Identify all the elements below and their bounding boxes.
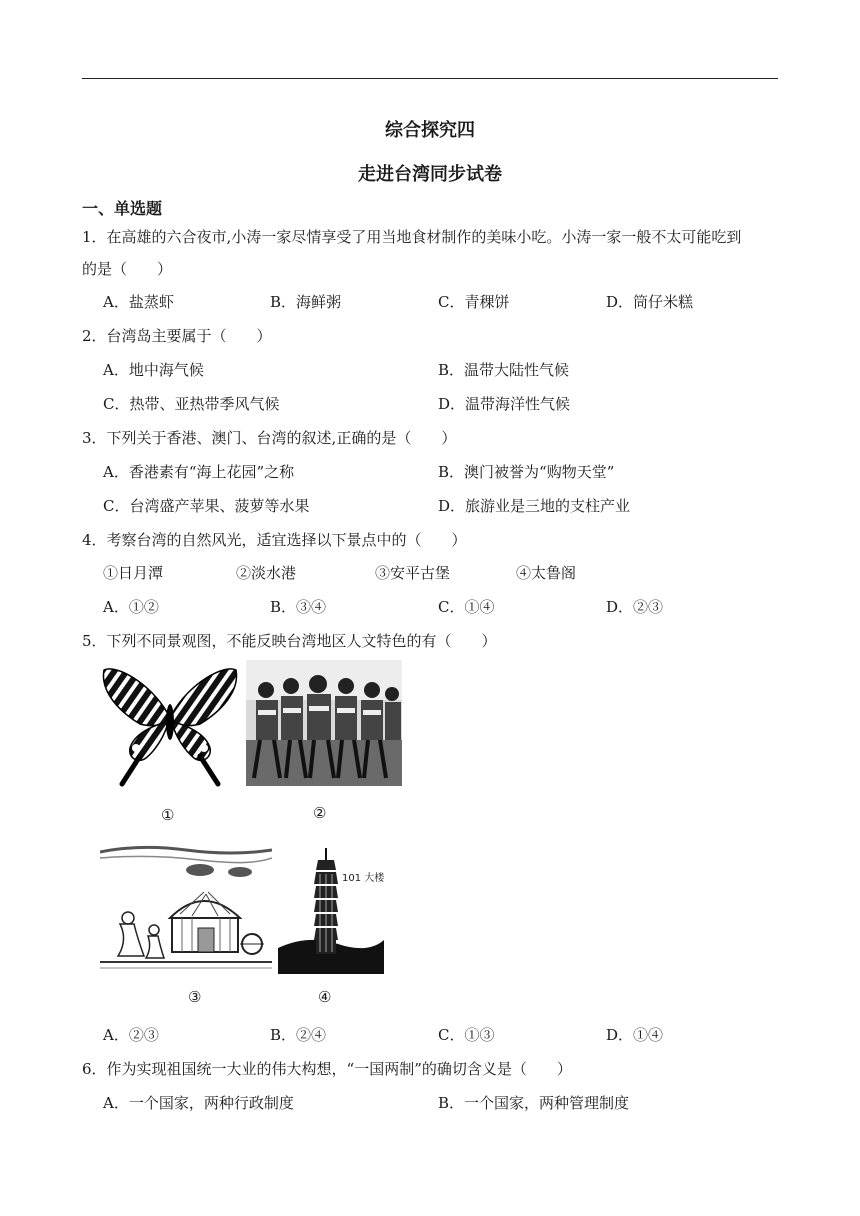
q5-option-d: D．①④ bbox=[606, 1026, 664, 1044]
page-subtitle: 走进台湾同步试卷 bbox=[358, 164, 502, 185]
q4-option-b: B．③④ bbox=[270, 598, 327, 616]
q2-option-c: C．热带、亚热带季风气候 bbox=[103, 395, 280, 413]
q1-stem-line2: 的是（ ） bbox=[82, 260, 173, 278]
q6-option-a: A．一个国家，两种行政制度 bbox=[103, 1094, 294, 1112]
top-rule bbox=[82, 78, 778, 79]
q2-option-d: D．温带海洋性气候 bbox=[438, 395, 571, 413]
q4-stem: 4．考察台湾的自然风光，适宜选择以下景点中的（ ） bbox=[82, 531, 467, 549]
q4-option-c: C．①④ bbox=[438, 598, 495, 616]
q3-stem: 3．下列关于香港、澳门、台湾的叙述,正确的是（ ） bbox=[82, 429, 457, 447]
figure-caption-4: ④ bbox=[318, 988, 332, 1006]
q4-option-d: D．②③ bbox=[606, 598, 664, 616]
q5-stem: 5．下列不同景观图，不能反映台湾地区人文特色的有（ ） bbox=[82, 632, 497, 650]
figure-caption-3: ③ bbox=[188, 988, 202, 1006]
page-title: 综合探究四 bbox=[385, 120, 475, 141]
q2-option-b: B．温带大陆性气候 bbox=[438, 361, 570, 379]
q1-option-d: D．筒仔米糕 bbox=[606, 293, 694, 311]
figure-caption-2: ② bbox=[313, 804, 327, 822]
q1-option-a: A．盐蒸虾 bbox=[103, 293, 174, 311]
q2-stem: 2．台湾岛主要属于（ ） bbox=[82, 327, 272, 345]
q4-item-1: ①日月潭 bbox=[103, 564, 164, 582]
q6-option-b: B．一个国家，两种管理制度 bbox=[438, 1094, 630, 1112]
q3-option-b: B．澳门被誉为“购物天堂” bbox=[438, 463, 615, 481]
aboriginal-dancers-image bbox=[246, 660, 402, 786]
q5-option-c: C．①③ bbox=[438, 1026, 495, 1044]
q4-option-a: A．①② bbox=[103, 598, 159, 616]
figure-caption-1: ① bbox=[161, 806, 175, 824]
q4-item-4: ④太鲁阁 bbox=[516, 564, 577, 582]
q1-stem-line1: 1．在高雄的六合夜市,小涛一家尽情享受了用当地食材制作的美味小吃。小涛一家一般不太可能吃到 bbox=[82, 228, 742, 246]
taipei-101-image bbox=[278, 844, 384, 974]
butterfly-image bbox=[100, 662, 240, 788]
q5-option-a: A．②③ bbox=[103, 1026, 159, 1044]
q1-option-b: B．海鲜粥 bbox=[270, 293, 342, 311]
section-heading: 一、单选题 bbox=[82, 199, 163, 218]
q5-option-b: B．②④ bbox=[270, 1026, 327, 1044]
tower-label: 101 大楼 bbox=[342, 873, 385, 884]
q4-item-2: ②淡水港 bbox=[236, 564, 297, 582]
q3-option-c: C．台湾盛产苹果、菠萝等水果 bbox=[103, 497, 310, 515]
yurt-sketch-image bbox=[100, 844, 272, 972]
q1-option-c: C．青稞饼 bbox=[438, 293, 510, 311]
q3-option-a: A．香港素有“海上花园”之称 bbox=[103, 463, 295, 481]
q6-stem: 6．作为实现祖国统一大业的伟大构想，“一国两制”的确切含义是（ ） bbox=[82, 1060, 572, 1078]
q2-option-a: A．地中海气候 bbox=[103, 361, 204, 379]
q3-option-d: D．旅游业是三地的支柱产业 bbox=[438, 497, 631, 515]
q4-item-3: ③安平古堡 bbox=[375, 564, 451, 582]
